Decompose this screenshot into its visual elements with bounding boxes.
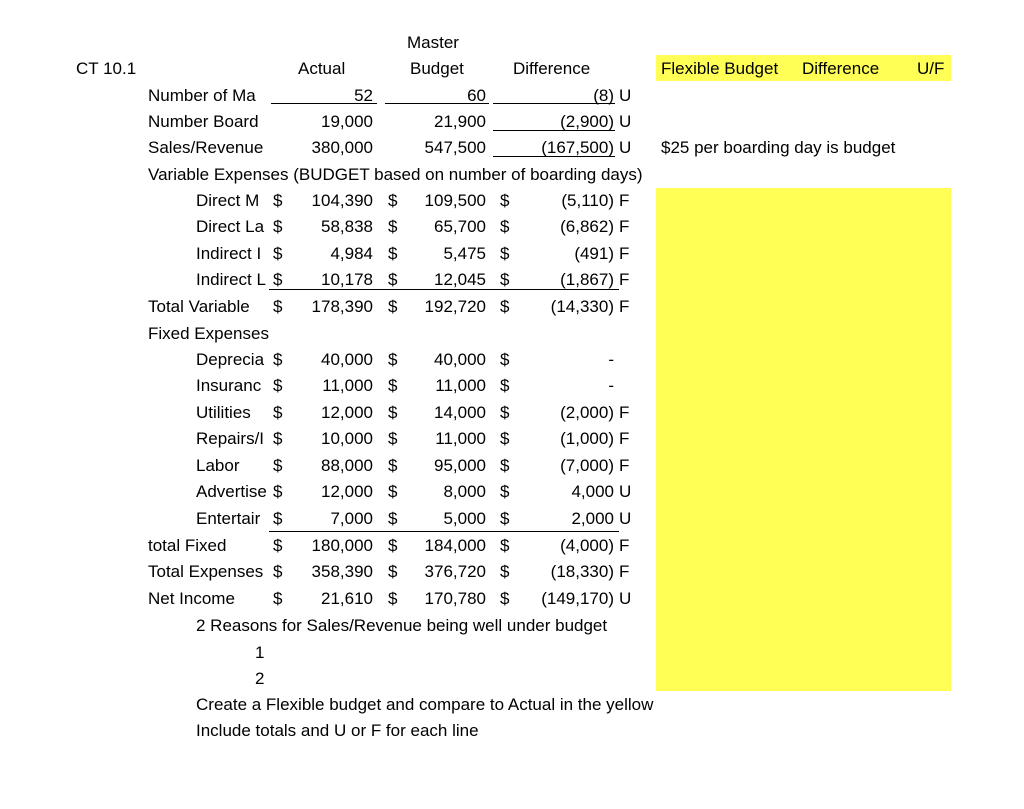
master-budget-value: 5,000 [443,509,486,528]
instruction-line-1: Create a Flexible budget and compare to Actual in the yellow [196,695,654,714]
dollar-sign: $ [500,482,510,501]
reason-1-label: 1 [255,643,265,662]
dollar-sign: $ [500,217,510,236]
dollar-sign: $ [500,244,510,263]
difference-value: (14,330) [550,297,614,316]
variance-indicator: U [619,112,632,131]
difference-value: 4,000 [571,482,614,501]
dollar-sign: $ [273,403,283,422]
master-budget-value: 192,720 [424,297,486,316]
actual-value: 88,000 [321,456,373,475]
difference-value: (2,000) [560,403,614,422]
row-label: Indirect I [196,244,262,263]
dollar-sign: $ [500,456,510,475]
difference-value: (5,110) [561,191,614,210]
master-budget-value: 40,000 [434,350,486,369]
variance-indicator: F [619,456,630,475]
actual-value: 58,838 [321,217,373,236]
difference-value: (8) [593,86,614,105]
difference-value: (2,900) [560,112,614,131]
difference-value: - [608,350,614,369]
difference-value: (6,862) [560,217,614,236]
fixed-expenses-heading: Fixed Expenses [148,324,269,343]
actual-value: 10,000 [321,429,373,448]
dollar-sign: $ [273,244,283,263]
master-budget-value: 65,700 [434,217,486,236]
difference-value: 2,000 [571,509,614,528]
header-master-bottom: Budget [410,59,464,78]
underline-fixed-total [269,531,619,532]
dollar-sign: $ [388,350,398,369]
actual-value: 180,000 [311,536,373,555]
difference-value: (18,330) [550,562,614,581]
variable-expenses-heading: Variable Expenses (BUDGET based on number of boarding days) [148,165,643,184]
underline-difference-2 [493,130,615,131]
master-budget-value: 12,045 [434,270,486,289]
dollar-sign: $ [500,589,510,608]
master-budget-value: 11,000 [435,376,486,395]
master-budget-value: 109,500 [424,191,486,210]
variance-indicator: F [619,191,630,210]
variance-indicator: U [619,86,632,105]
dollar-sign: $ [388,403,398,422]
dollar-sign: $ [500,376,510,395]
difference-value: (491) [574,244,614,263]
dollar-sign: $ [388,376,398,395]
dollar-sign: $ [273,270,283,289]
dollar-sign: $ [273,297,283,316]
actual-value: 52 [354,86,373,105]
master-budget-value: 11,000 [435,429,486,448]
actual-value: 358,390 [311,562,373,581]
dollar-sign: $ [273,350,283,369]
master-budget-value: 95,000 [434,456,486,475]
master-budget-value: 376,720 [424,562,486,581]
variance-indicator: F [619,562,630,581]
header-actual: Actual [298,59,346,78]
actual-value: 380,000 [311,138,373,157]
variance-indicator: U [619,482,632,501]
variance-indicator: U [619,509,632,528]
dollar-sign: $ [388,536,398,555]
dollar-sign: $ [388,191,398,210]
dollar-sign: $ [500,429,510,448]
row-label: Total Expenses [148,562,264,581]
dollar-sign: $ [500,536,510,555]
master-budget-value: 170,780 [424,589,486,608]
per-day-budget-note: $25 per boarding day is budget [661,138,896,157]
actual-value: 10,178 [321,270,373,289]
master-budget-value: 21,900 [434,112,486,131]
difference-value: (1,867) [560,270,614,289]
difference-value: (1,000) [560,429,614,448]
master-budget-value: 8,000 [443,482,486,501]
row-label: Number of Ma [148,86,256,105]
actual-value: 4,984 [330,244,373,263]
underline-difference-1 [493,103,615,104]
reason-2-label: 2 [255,669,265,688]
dollar-sign: $ [273,217,283,236]
dollar-sign: $ [500,191,510,210]
row-label: Total Variable [148,297,250,316]
dollar-sign: $ [388,270,398,289]
difference-value: - [608,376,614,395]
dollar-sign: $ [388,562,398,581]
variance-indicator: U [619,589,632,608]
row-label: total Fixed [148,536,227,555]
difference-value: (7,000) [560,456,614,475]
underline-difference-3 [493,156,615,157]
row-label: Sales/Revenue [148,138,264,157]
dollar-sign: $ [388,217,398,236]
dollar-sign: $ [500,562,510,581]
dollar-sign: $ [273,191,283,210]
row-label: Insuranc [196,376,262,395]
dollar-sign: $ [273,536,283,555]
header-master-top: Master [407,33,459,52]
underline-master-1 [385,103,489,104]
dollar-sign: $ [500,350,510,369]
master-budget-value: 184,000 [424,536,486,555]
actual-value: 19,000 [321,112,373,131]
row-label: Direct La [196,217,265,236]
row-label: Repairs/I [196,429,265,448]
actual-value: 12,000 [321,482,373,501]
difference-value: (4,000) [560,536,614,555]
dollar-sign: $ [500,509,510,528]
dollar-sign: $ [273,456,283,475]
dollar-sign: $ [388,509,398,528]
row-label: Direct M [196,191,260,210]
sheet-id: CT 10.1 [76,59,137,78]
dollar-sign: $ [500,403,510,422]
header-difference: Difference [513,59,591,78]
actual-value: 7,000 [330,509,373,528]
dollar-sign: $ [388,297,398,316]
dollar-sign: $ [388,589,398,608]
row-label: Utilities [196,403,251,422]
dollar-sign: $ [388,429,398,448]
variance-indicator: F [619,217,630,236]
dollar-sign: $ [388,456,398,475]
master-budget-value: 5,475 [443,244,486,263]
dollar-sign: $ [388,482,398,501]
master-budget-value: 60 [467,86,486,105]
dollar-sign: $ [273,482,283,501]
underline-variable-total [269,289,619,290]
header-uf: U/F [917,59,945,78]
master-budget-value: 14,000 [434,403,486,422]
variance-indicator: F [619,244,630,263]
header-flexible-budget: Flexible Budget [661,59,779,78]
actual-value: 40,000 [321,350,373,369]
instruction-line-2: Include totals and U or F for each line [196,721,479,740]
row-label: Indirect L [196,270,266,289]
dollar-sign: $ [273,509,283,528]
variance-indicator: F [619,270,630,289]
flexible-budget-entry-area[interactable] [656,188,951,691]
actual-value: 21,610 [321,589,373,608]
difference-value: (149,170) [541,589,614,608]
row-label: Deprecia [196,350,265,369]
variance-indicator: F [619,297,630,316]
difference-value: (167,500) [541,138,614,157]
row-label: Net Income [148,589,235,608]
variance-indicator: U [619,138,632,157]
row-label: Advertise [196,482,267,501]
row-label: Number Board [148,112,259,131]
master-budget-value: 547,500 [424,138,486,157]
dollar-sign: $ [273,376,283,395]
variance-indicator: F [619,536,630,555]
dollar-sign: $ [500,270,510,289]
reasons-prompt: 2 Reasons for Sales/Revenue being well under budget [196,616,608,635]
row-label: Entertair [196,509,261,528]
actual-value: 104,390 [311,191,373,210]
dollar-sign: $ [273,429,283,448]
actual-value: 178,390 [311,297,373,316]
dollar-sign: $ [388,244,398,263]
actual-value: 12,000 [321,403,373,422]
dollar-sign: $ [500,297,510,316]
actual-value: 11,000 [322,376,373,395]
underline-actual-1 [271,103,377,104]
header-flex-difference: Difference [802,59,880,78]
variance-indicator: F [619,403,630,422]
row-label: Labor [196,456,240,475]
variance-indicator: F [619,429,630,448]
dollar-sign: $ [273,589,283,608]
dollar-sign: $ [273,562,283,581]
